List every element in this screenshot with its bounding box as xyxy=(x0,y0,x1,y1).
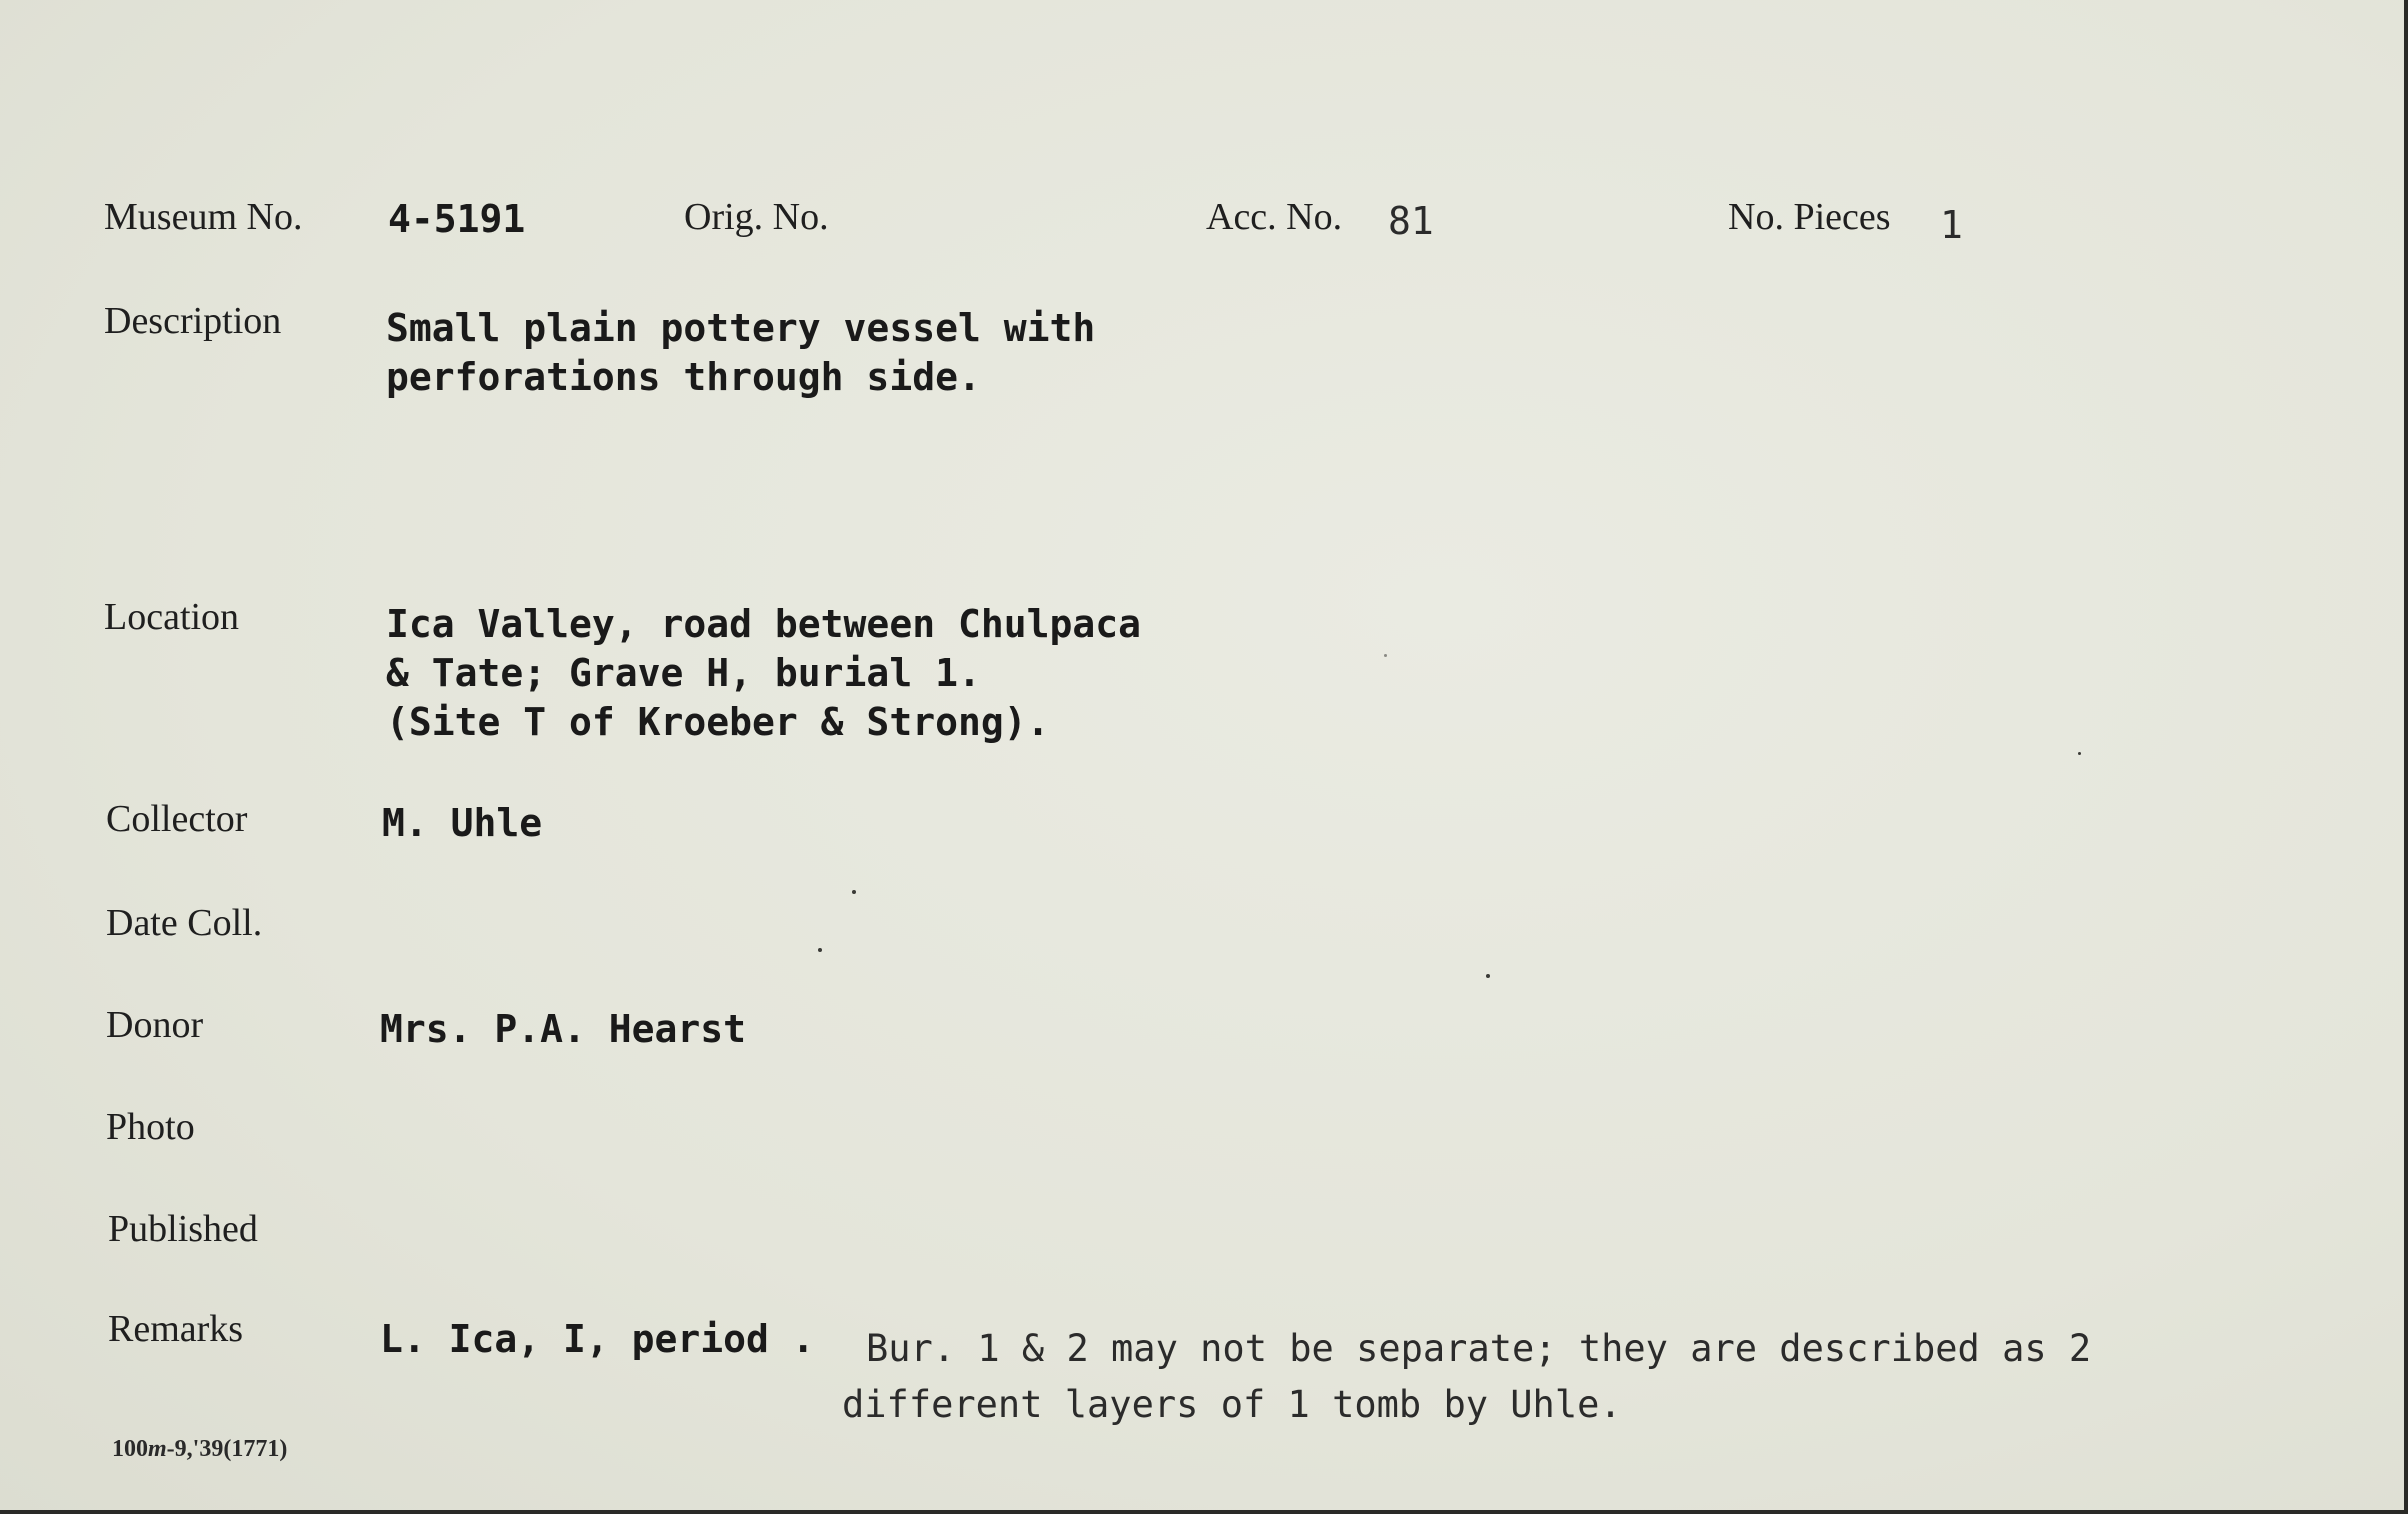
paper-speck xyxy=(1384,654,1387,657)
date-coll-label: Date Coll. xyxy=(106,902,263,944)
print-code-suffix: -9,'39(1771) xyxy=(166,1436,288,1462)
acc-no-label: Acc. No. xyxy=(1206,196,1343,238)
museum-no-label: Museum No. xyxy=(104,196,303,238)
collector-value: M. Uhle xyxy=(382,801,543,845)
orig-no-label: Orig. No. xyxy=(684,196,829,238)
published-label: Published xyxy=(108,1208,258,1250)
print-code-prefix: 100 xyxy=(112,1436,148,1462)
acc-no-value: 81 xyxy=(1388,199,1434,243)
remarks-label: Remarks xyxy=(108,1308,244,1350)
description-label: Description xyxy=(104,300,282,342)
location-label: Location xyxy=(104,596,240,638)
remarks-value: L. Ica, I, period . xyxy=(380,1317,815,1361)
photo-label: Photo xyxy=(106,1106,195,1148)
remarks-note-line-2: different layers of 1 tomb by Uhle. xyxy=(842,1383,1622,1426)
donor-label: Donor xyxy=(106,1004,204,1046)
paper-speck xyxy=(818,948,822,952)
donor-value: Mrs. P.A. Hearst xyxy=(380,1007,747,1051)
print-code-italic: m xyxy=(148,1436,167,1462)
museum-no-value: 4-5191 xyxy=(388,197,526,241)
paper-speck xyxy=(852,890,856,894)
print-code xyxy=(112,1436,287,1463)
description-value: Small plain pottery vessel with perforations through side. xyxy=(386,306,1096,399)
location-value: Ica Valley, road between Chulpaca & Tate; Grave H, burial 1. (Site T of Kroeber & Strong). xyxy=(386,602,1141,744)
collector-label: Collector xyxy=(106,798,248,840)
paper-speck xyxy=(1486,974,1490,978)
paper-speck xyxy=(2078,752,2081,755)
no-pieces-value: 1 xyxy=(1940,203,1963,247)
no-pieces-label: No. Pieces xyxy=(1728,196,1891,238)
remarks-note-line-1: Bur. 1 & 2 may not be separate; they are described as 2 xyxy=(866,1327,2092,1370)
